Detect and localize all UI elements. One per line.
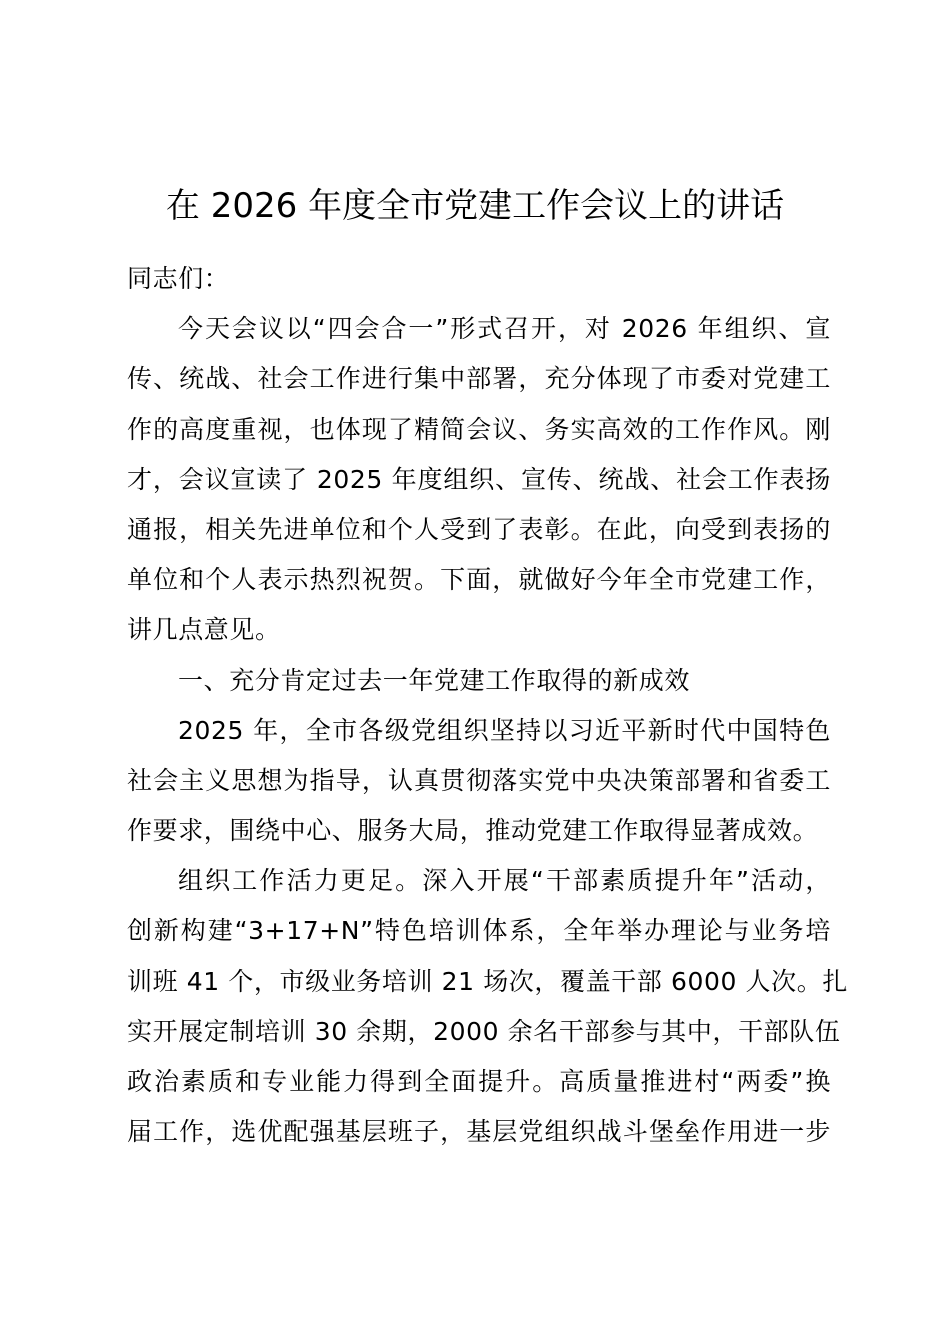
text-line: 届工作，选优配强基层班子，基层党组织战斗堡垒作用进一步 — [127, 1117, 831, 1147]
text-line: 单位和个人表示热烈祝贺。下面，就做好今年全市党建工作， — [127, 565, 831, 595]
section-heading-text: 一、充分肯定过去一年党建工作取得的新成效 — [178, 665, 691, 695]
text-line: 实开展定制培训 30 余期，2000 余名干部参与其中，干部队伍 — [127, 1016, 841, 1046]
paragraph-organization-work — [127, 856, 848, 1157]
text-line: 通报，相关先进单位和个人受到了表彰。在此，向受到表扬的 — [127, 514, 831, 544]
text-line: 才，会议宣读了 2025 年度组织、宣传、统战、社会工作表扬 — [127, 464, 831, 494]
text-line: 作要求，围绕中心、服务大局，推动党建工作取得显著成效。 — [127, 816, 819, 846]
paragraph-summary-2025 — [127, 706, 831, 857]
text-line: 今天会议以“四会合一”形式召开，对 2026 年组织、宣 — [178, 314, 831, 344]
text-line: 2025 年，全市各级党组织坚持以习近平新时代中国特色 — [178, 715, 831, 745]
section-heading — [127, 656, 831, 706]
text-line: 传、统战、社会工作进行集中部署，充分体现了市委对党建工 — [127, 364, 831, 394]
text-line: 组织工作活力更足。深入开展“干部素质提升年”活动， — [178, 866, 831, 896]
salutation: 同志们： — [127, 264, 230, 293]
text-line: 作的高度重视，也体现了精简会议、务实高效的工作作风。刚 — [127, 414, 831, 444]
document-title: 在 2026 年度全市党建工作会议上的讲话 — [165, 186, 785, 226]
text-line: 创新构建“3+17+N”特色培训体系，全年举办理论与业务培 — [127, 916, 831, 946]
paragraph-opening — [127, 304, 831, 655]
text-line: 社会主义思想为指导，认真贯彻落实党中央决策部署和省委工 — [127, 765, 831, 795]
text-line: 训班 41 个，市级业务培训 21 场次，覆盖干部 6000 人次。扎 — [127, 966, 848, 996]
text-line: 讲几点意见。 — [127, 615, 281, 645]
document-body — [127, 254, 848, 1157]
text-line: 政治素质和专业能力得到全面提升。高质量推进村“两委”换 — [127, 1067, 831, 1096]
